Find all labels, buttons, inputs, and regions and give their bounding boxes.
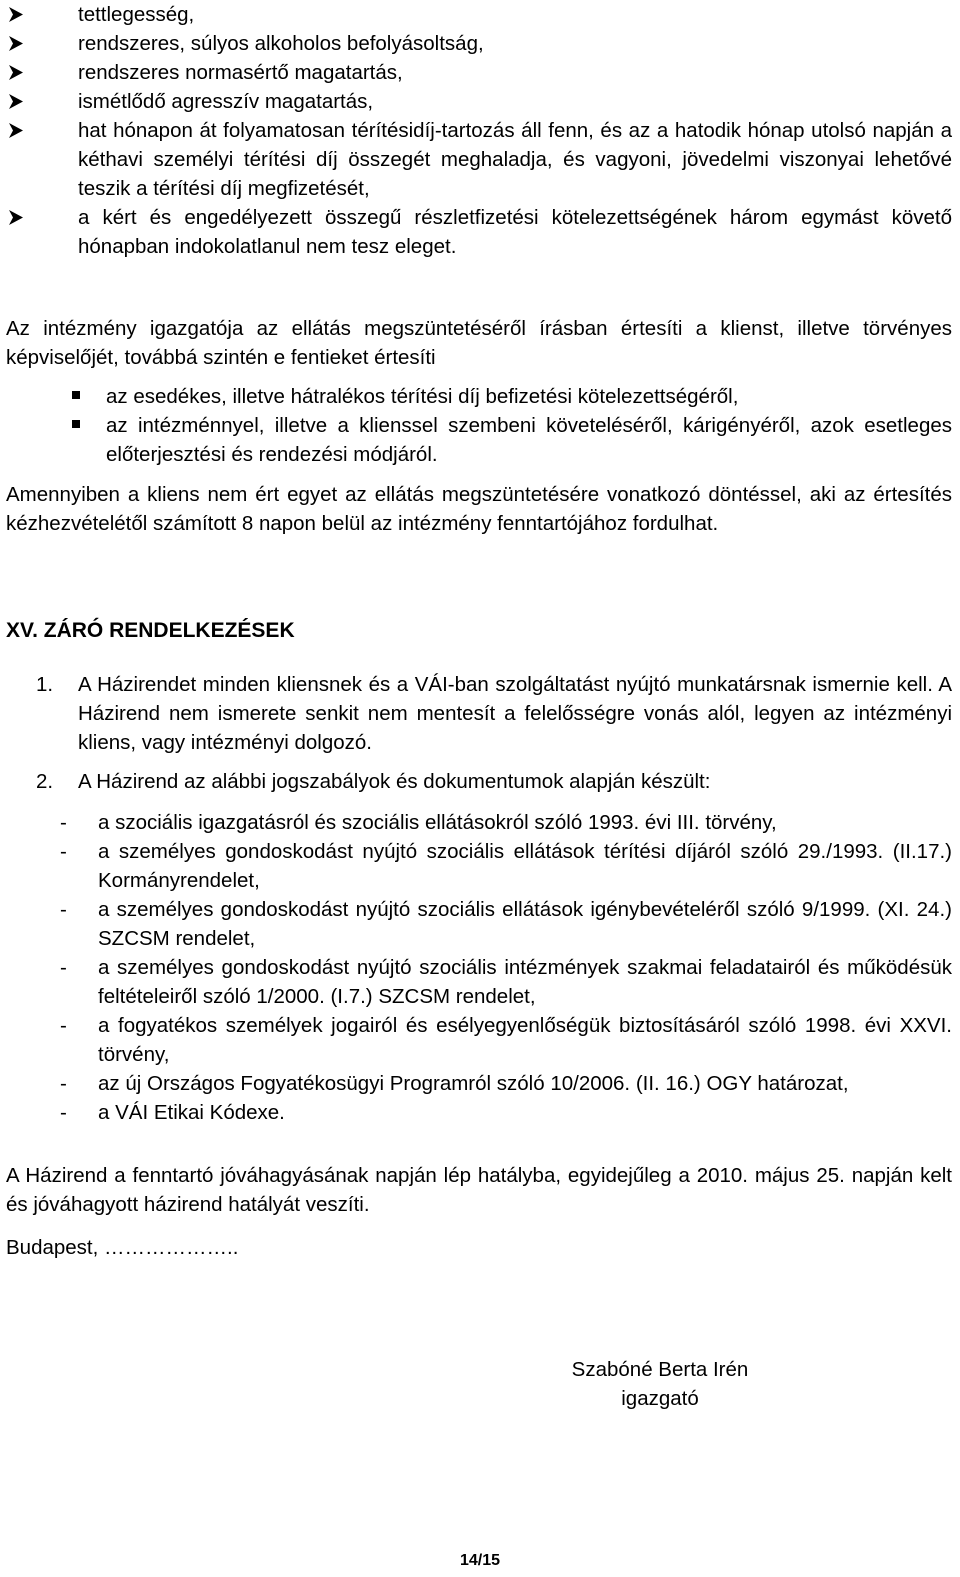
list-item-text: a személyes gondoskodást nyújtó szociális ellátások térítési díjáról szóló 29./1993. (II.17.) Kormányrendelet, bbox=[98, 840, 952, 892]
section-heading: XV. ZÁRÓ RENDELKEZÉSEK bbox=[6, 619, 295, 642]
termination-reasons-list bbox=[6, 0, 952, 261]
arrow-bullet-icon bbox=[6, 116, 28, 145]
legal-sources-list bbox=[56, 808, 952, 1127]
signature-block bbox=[540, 1355, 780, 1413]
list-item bbox=[6, 0, 952, 29]
square-bullet-icon bbox=[72, 391, 80, 399]
dash-bullet-icon: - bbox=[60, 840, 67, 863]
notification-paragraph: Az intézmény igazgatója az ellátás megszüntetéséről írásban értesíti a klienst, illetve törvényes képviselőjét, továbbá szintén e fentieket értesíti bbox=[6, 317, 952, 369]
list-item bbox=[6, 116, 952, 203]
arrow-bullet-icon bbox=[6, 58, 28, 87]
page-number: 14/15 bbox=[459, 1552, 501, 1569]
arrow-bullet-icon bbox=[6, 87, 28, 116]
list-item bbox=[56, 953, 952, 1011]
list-item-text: az új Országos Fogyatékosügyi Programról szóló 10/2006. (II. 16.) OGY határozat, bbox=[98, 1072, 849, 1095]
arrow-bullet-icon bbox=[6, 29, 28, 58]
list-item bbox=[56, 895, 952, 953]
effect-paragraph: A Házirend a fenntartó jóváhagyásának napján lép hatályba, egyidejűleg a 2010. május 25. napján kelt és jóváhagyott házirend hatályát veszíti. bbox=[6, 1164, 952, 1216]
dash-bullet-icon: - bbox=[60, 1072, 67, 1095]
list-item bbox=[56, 1069, 952, 1098]
notification-items-list bbox=[70, 382, 952, 469]
list-item-text: az intézménnyel, illetve a klienssel szembeni követeléséről, kárigényéről, azok esetleges előterjesztési és rendezési módjáról. bbox=[106, 414, 952, 466]
list-item bbox=[70, 411, 952, 469]
list-item-text: a személyes gondoskodást nyújtó szociális ellátások igénybevételéről szóló 9/1999. (XI. 24.) SZCSM rendelet, bbox=[98, 898, 952, 950]
list-item bbox=[6, 203, 952, 261]
numbered-list bbox=[36, 767, 952, 796]
signatory-name: Szabóné Berta Irén bbox=[571, 1358, 749, 1381]
list-item-text: az esedékes, illetve hátralékos térítési díj befizetési kötelezettségéről, bbox=[106, 385, 739, 408]
dash-bullet-icon: - bbox=[60, 811, 67, 834]
list-item-text: a szociális igazgatásról és szociális ellátásokról szóló 1993. évi III. törvény, bbox=[98, 811, 777, 834]
item-number: 1. bbox=[36, 673, 54, 696]
list-item-text: a kért és engedélyezett összegű részletfizetési kötelezettségének három egymást követő hónapban indokolatlanul nem tesz eleget. bbox=[78, 206, 952, 258]
list-item-text: rendszeres normasértő magatartás, bbox=[78, 61, 403, 84]
list-item bbox=[6, 29, 952, 58]
numbered-list bbox=[36, 670, 952, 757]
list-item bbox=[6, 58, 952, 87]
list-item bbox=[56, 1011, 952, 1069]
list-item bbox=[56, 837, 952, 895]
list-item-text: a személyes gondoskodást nyújtó szociális intézmények szakmai feladatairól és működésük feltételeiről szóló 1/2000. (I.7.) SZCSM rendelet, bbox=[98, 956, 952, 1008]
list-item-text: hat hónapon át folyamatosan térítésidíj-tartozás áll fenn, és az a hatodik hónap utolsó napján a kéthavi személyi térítési díj összegét meghaladja, és vagyoni, jövedelmi viszonyai lehetővé teszik a térítési díj megfizetését, bbox=[78, 119, 952, 200]
list-item bbox=[6, 87, 952, 116]
numbered-item bbox=[36, 670, 952, 757]
signatory-title: igazgató bbox=[621, 1387, 699, 1410]
arrow-bullet-icon bbox=[6, 203, 28, 232]
place-date: Budapest, ……………….. bbox=[6, 1236, 239, 1259]
dash-bullet-icon: - bbox=[60, 898, 67, 921]
square-bullet-icon bbox=[72, 420, 80, 428]
dash-bullet-icon: - bbox=[60, 956, 67, 979]
list-item-text: a fogyatékos személyek jogairól és esélyegyenlőségük biztosításáról szóló 1998. évi XXVI. törvény, bbox=[98, 1014, 952, 1066]
dash-bullet-icon: - bbox=[60, 1014, 67, 1037]
list-item-text: a VÁI Etikai Kódexe. bbox=[98, 1101, 285, 1124]
numbered-item bbox=[36, 767, 952, 796]
numbered-item-text: A Házirendet minden kliensnek és a VÁI-ban szolgáltatást nyújtó munkatársnak ismernie kell. A Házirend nem ismerete senkit nem mentesít a felelősségre vonás alól, legyen az intézményi kliens, vagy intézményi dolgozó. bbox=[78, 673, 952, 754]
numbered-item-text: A Házirend az alábbi jogszabályok és dokumentumok alapján készült: bbox=[78, 770, 711, 793]
list-item-text: rendszeres, súlyos alkoholos befolyásoltság, bbox=[78, 32, 484, 55]
list-item bbox=[56, 1098, 952, 1127]
appeal-paragraph: Amennyiben a kliens nem ért egyet az ellátás megszüntetésére vonatkozó döntéssel, aki az értesítés kézhezvételétől számított 8 napon belül az intézmény fenntartójához fordulhat. bbox=[6, 483, 952, 535]
list-item-text: tettlegesség, bbox=[78, 3, 195, 26]
list-item-text: ismétlődő agresszív magatartás, bbox=[78, 90, 374, 113]
arrow-bullet-icon bbox=[6, 0, 28, 29]
item-number: 2. bbox=[36, 770, 54, 793]
list-item bbox=[56, 808, 952, 837]
dash-bullet-icon: - bbox=[60, 1101, 67, 1124]
list-item bbox=[70, 382, 952, 411]
